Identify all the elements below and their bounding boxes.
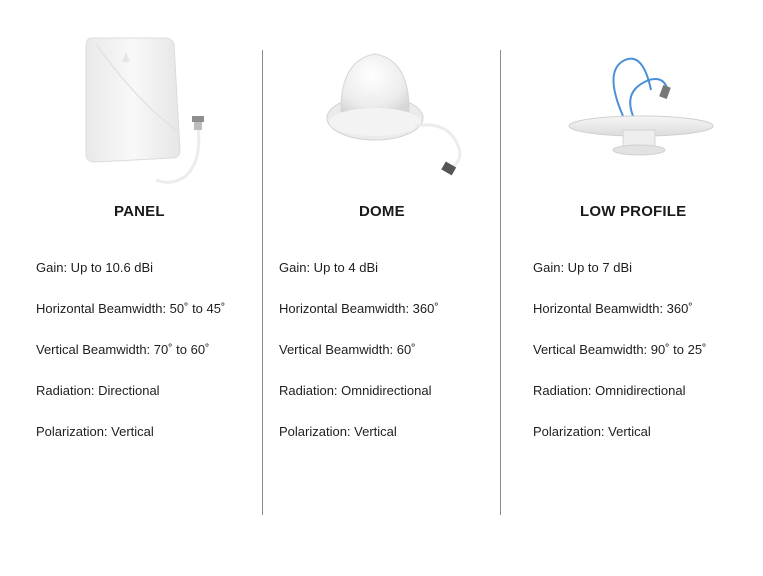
column-divider-1 — [262, 50, 263, 515]
panel-title: PANEL — [114, 203, 165, 220]
low-profile-spec-polarization: Polarization: Vertical — [533, 424, 651, 439]
panel-spec-horizontal-beamwidth: Horizontal Beamwidth: 50˚ to 45˚ — [36, 301, 226, 316]
panel-spec-polarization: Polarization: Vertical — [36, 424, 154, 439]
dome-spec-radiation: Radiation: Omnidirectional — [279, 383, 432, 398]
dome-spec-gain: Gain: Up to 4 dBi — [279, 260, 378, 275]
low-profile-spec-gain: Gain: Up to 7 dBi — [533, 260, 632, 275]
low-profile-spec-horizontal-beamwidth: Horizontal Beamwidth: 360˚ — [533, 301, 693, 316]
dome-title: DOME — [359, 203, 405, 220]
panel-column — [36, 0, 256, 576]
column-divider-2 — [500, 50, 501, 515]
panel-spec-radiation: Radiation: Directional — [36, 383, 160, 398]
dome-spec-horizontal-beamwidth: Horizontal Beamwidth: 360˚ — [279, 301, 439, 316]
low-profile-spec-vertical-beamwidth: Vertical Beamwidth: 90˚ to 25˚ — [533, 342, 707, 357]
dome-column — [279, 0, 494, 576]
low-profile-antenna-image — [563, 30, 733, 190]
low-profile-spec-radiation: Radiation: Omnidirectional — [533, 383, 686, 398]
low-profile-column — [533, 0, 753, 576]
dome-antenna-image — [319, 30, 489, 190]
panel-spec-gain: Gain: Up to 10.6 dBi — [36, 260, 154, 275]
low-profile-title: LOW PROFILE — [580, 203, 687, 220]
dome-spec-polarization: Polarization: Vertical — [279, 424, 397, 439]
dome-spec-vertical-beamwidth: Vertical Beamwidth: 60˚ — [279, 342, 416, 357]
panel-spec-vertical-beamwidth: Vertical Beamwidth: 70˚ to 60˚ — [36, 342, 210, 357]
panel-antenna-image — [76, 30, 256, 190]
